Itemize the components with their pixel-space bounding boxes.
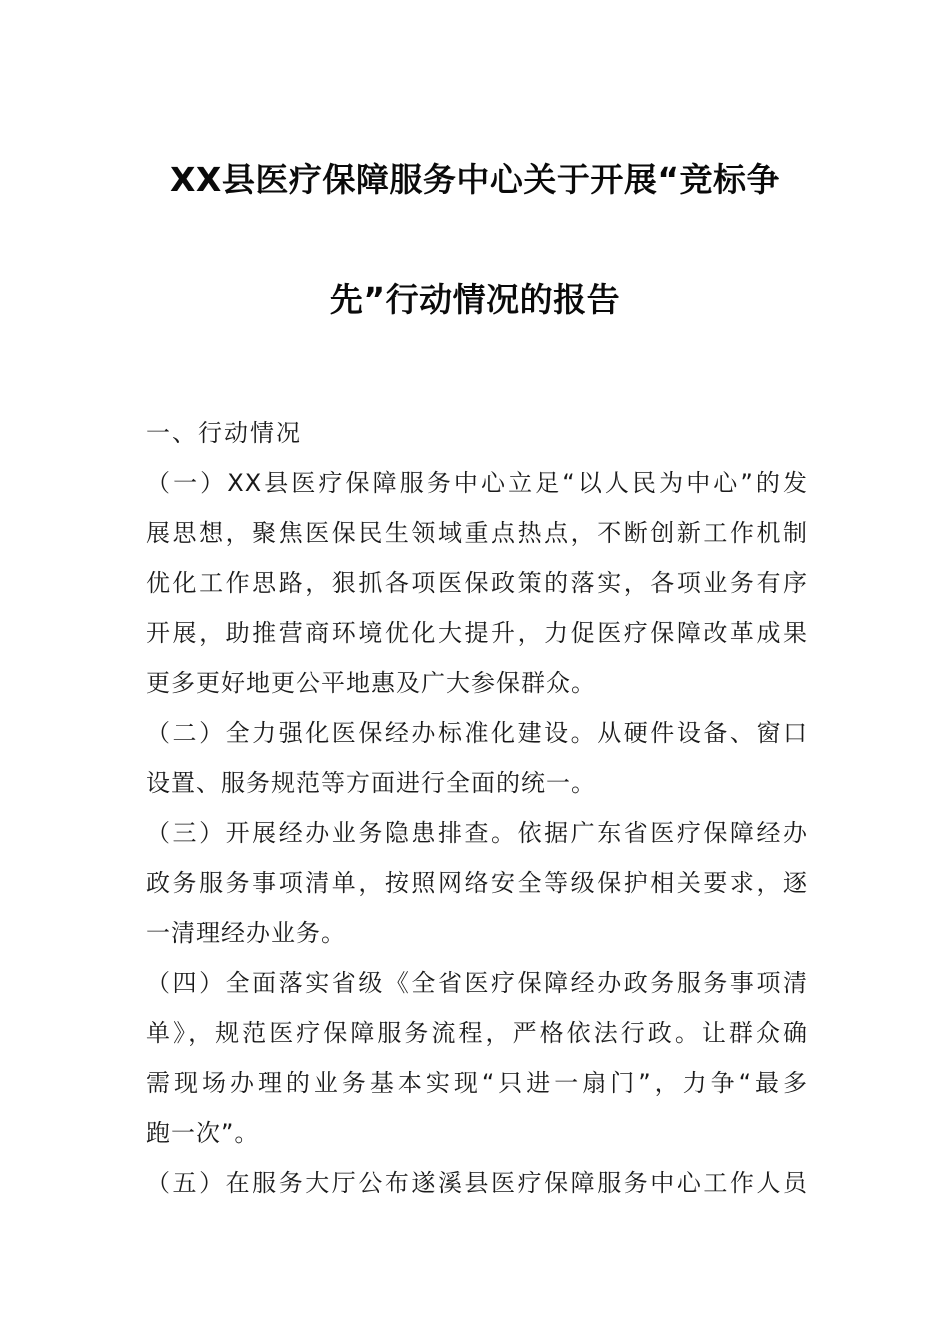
paragraph-line: 单》，规范医疗保障服务流程，严格依法行政。让群众确 [146, 1019, 808, 1047]
paragraph-line: 优化工作思路，狠抓各项医保政策的落实，各项业务有序 [146, 569, 808, 597]
paragraph-line: （五）在服务大厅公布遂溪县医疗保障服务中心工作人员 [146, 1169, 808, 1197]
paragraph-line: （二）全力强化医保经办标准化建设。从硬件设备、窗口 [146, 719, 808, 747]
document-title-line-1: XX县医疗保障服务中心关于开展“竞标争 [169, 160, 781, 199]
paragraph-2 [146, 708, 808, 808]
document-title-line-2: 先”行动情况的报告 [329, 280, 621, 319]
paragraph-3 [146, 808, 808, 958]
paragraph-line: 开展，助推营商环境优化大提升，力促医疗保障改革成果 [146, 619, 808, 647]
paragraph-line: 设置、服务规范等方面进行全面的统一。 [146, 769, 596, 797]
paragraph-line: 需现场办理的业务基本实现“只进一扇门”，力争“最多 [146, 1069, 808, 1097]
section-heading: 一、行动情况 [146, 419, 302, 447]
paragraph-line: 一清理经办业务。 [146, 919, 346, 947]
paragraph-line: 展思想，聚焦医保民生领域重点热点，不断创新工作机制 [146, 519, 808, 547]
paragraph-1 [146, 458, 808, 708]
paragraph-line: 政务服务事项清单，按照网络安全等级保护相关要求，逐 [146, 869, 808, 897]
document-body [146, 408, 808, 1208]
paragraph-line: 更多更好地更公平地惠及广大参保群众。 [146, 669, 596, 697]
paragraph-5 [146, 1158, 808, 1208]
paragraph-line: （一）XX县医疗保障服务中心立足“以人民为中心”的发 [146, 469, 808, 497]
paragraph-line: （四）全面落实省级《全省医疗保障经办政务服务事项清 [146, 969, 808, 997]
paragraph-line: 跑一次”。 [146, 1119, 260, 1147]
paragraph-line: （三）开展经办业务隐患排查。依据广东省医疗保障经办 [146, 819, 808, 847]
paragraph-4 [146, 958, 808, 1158]
